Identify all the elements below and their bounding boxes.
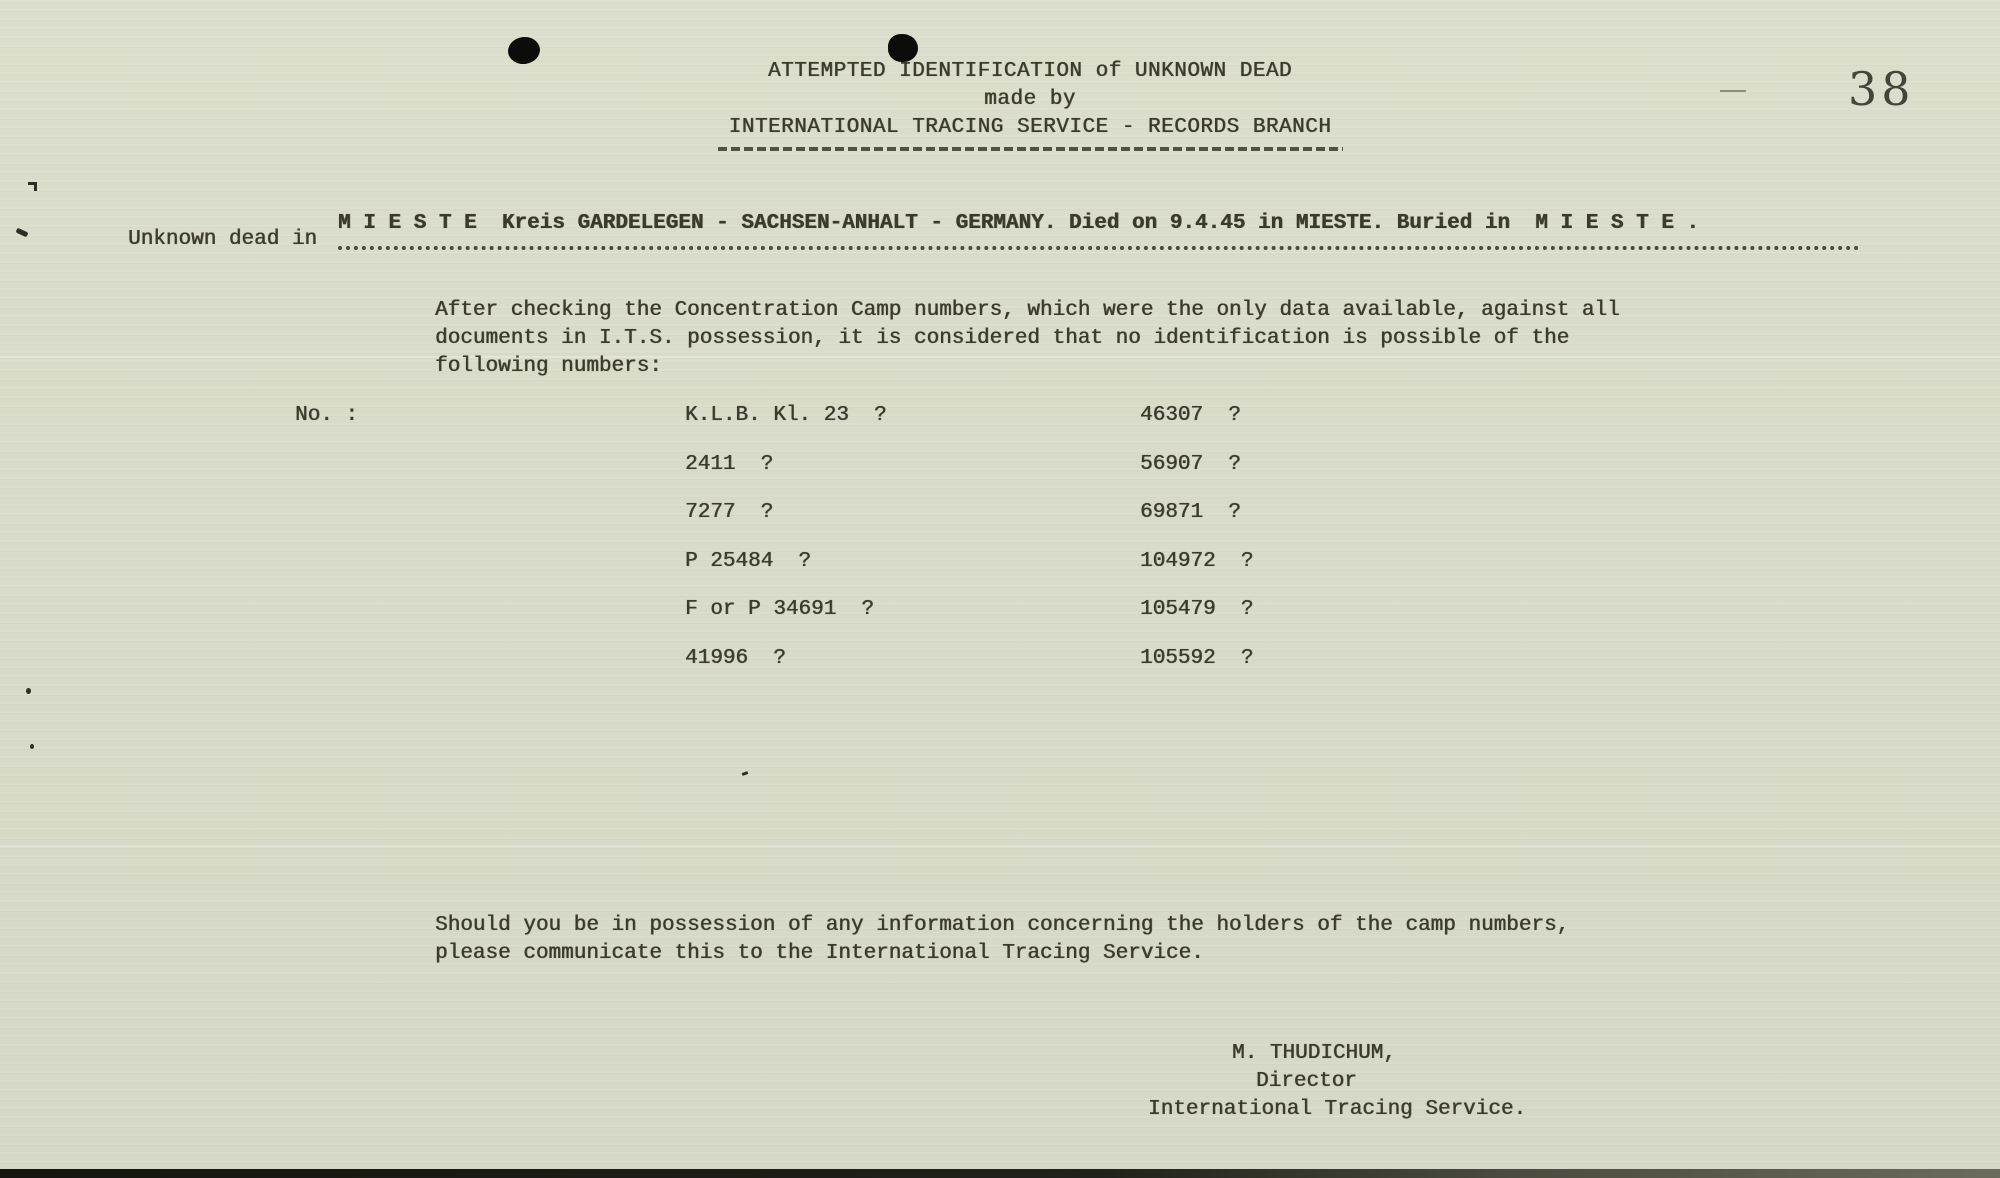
camp-number: 104972 ? [1140,549,1254,573]
camp-number: 105479 ? [1140,598,1254,621]
signature-org: International Tracing Service. [1148,1098,1527,1121]
camp-number: 69871 ? [1140,501,1241,524]
ink-mark [742,771,749,776]
header-underline [718,147,1343,151]
scan-streak [0,845,2000,847]
camp-numbers-column-right [1140,402,1253,693]
camp-number: 56907 ? [1140,452,1241,476]
location-value: M I E S T E Kreis GARDELEGEN - SACHSEN-ANHALT - GERMANY. Died on 9.4.45 in MIESTE. Buried in M I E S T E . [338,212,1700,235]
closing-line: please communicate this to the International Tracing Service. [435,942,1204,965]
closing-line: Should you be in possession of any information concerning the holders of the camp numbers, [435,914,1570,937]
scan-edge [0,1169,2000,1178]
closing-paragraph [435,912,1569,968]
page-number: 38 [1848,62,1915,116]
camp-number: 46307 ? [1140,404,1241,427]
pencil-dash [1720,90,1746,92]
intro-line: following numbers: [435,355,662,378]
header-title: ATTEMPTED IDENTIFICATION of UNKNOWN DEAD [767,60,1293,83]
intro-line: documents in I.T.S. possession, it is considered that no identification is possible of the [435,327,1570,350]
hole-punch-left [506,35,541,66]
ink-mark [30,744,34,749]
camp-number: F or P 34691 ? [685,598,875,621]
camp-number: 41996 ? [685,646,786,670]
document-header [600,58,1460,151]
ink-mark [26,688,31,694]
ink-mark [16,228,29,238]
dotted-fill-line [338,228,1860,250]
intro-paragraph [435,297,1620,381]
signature-name: M. THUDICHUM, [1232,1042,1396,1065]
number-list-label: No. : [295,404,359,427]
camp-number: 7277 ? [685,501,774,524]
camp-number: 105592 ? [1140,646,1254,670]
camp-numbers-column-left [685,402,887,693]
signature-title: Director [1256,1070,1357,1093]
intro-line: After checking the Concentration Camp numbers, which were the only data available, against all [435,299,1620,322]
camp-number: K.L.B. Kl. 23 ? [685,404,887,427]
header-made-by: made by [984,88,1076,111]
camp-number: 2411 ? [685,452,774,476]
location-label: Unknown dead in [128,228,318,251]
header-org: INTERNATIONAL TRACING SERVICE - RECORDS BRANCH [728,116,1332,139]
ink-mark [28,182,37,185]
camp-number: P 25484 ? [685,549,812,573]
